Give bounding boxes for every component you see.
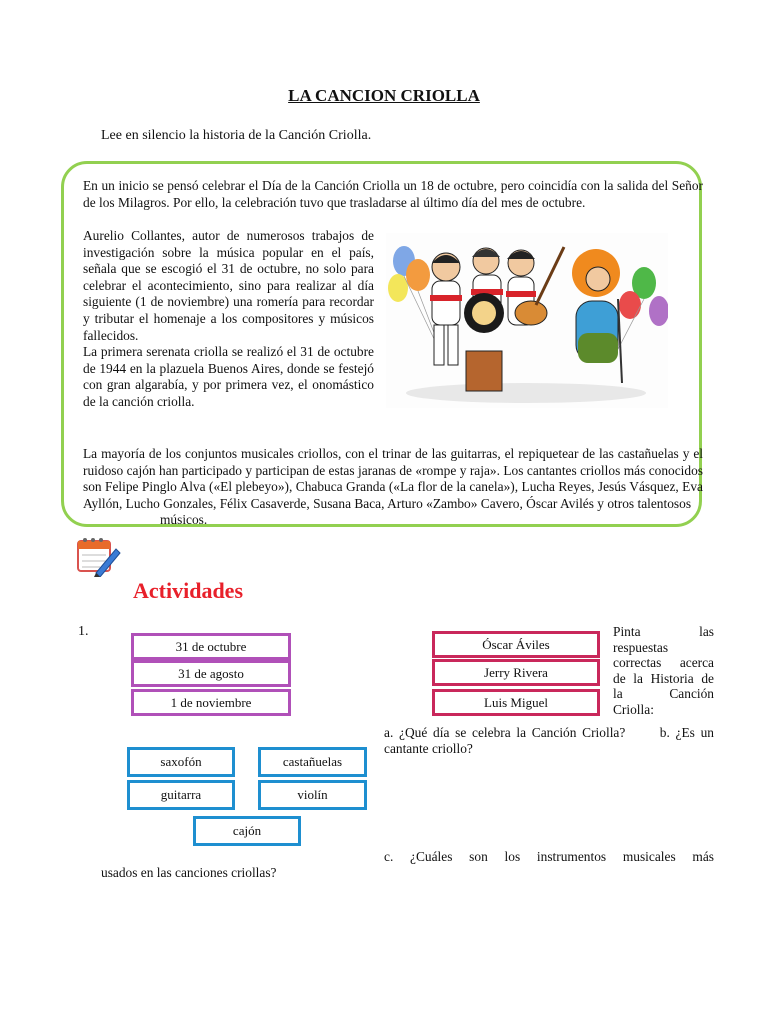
- date-option-31-octubre[interactable]: 31 de octubre: [131, 633, 291, 660]
- singer-option-jerry-rivera[interactable]: Jerry Rivera: [432, 659, 600, 686]
- activity-instruction: Pinta las respuestas correctas acerca de la Historia de la Canción Criolla:: [613, 624, 714, 717]
- calendar-pencil-icon: [76, 535, 122, 577]
- question-c-end: usados en las canciones criollas?: [101, 865, 277, 880]
- instrument-option-saxofon[interactable]: saxofón: [127, 747, 235, 777]
- instrument-option-cajon[interactable]: cajón: [193, 816, 301, 846]
- story-column-text: [83, 228, 374, 411]
- singer-option-luis-miguel[interactable]: Luis Miguel: [432, 689, 600, 716]
- story-paragraph-2: Aurelio Collantes, autor de numerosos trabajos de investigación sobre la música popular en el país, señala que se escogió el 31 de octubre, no solo para celebrar el acontecimiento, sino para realizar al día siguiente (1 de noviembre) una romería para recordar y tributar el homenaje a los compositores y músicos fallecidos.: [83, 228, 374, 343]
- singer-option-oscar-aviles[interactable]: Óscar Áviles: [432, 631, 600, 658]
- instrument-option-castanuelas[interactable]: castañuelas: [258, 747, 367, 777]
- story-paragraph-3: La primera serenata criolla se realizó el 31 de octubre de 1944 en la plazuela Buenos Aires, donde se festejó con gran algarabía, y por primera vez, el onomástico de la canción criolla.: [83, 344, 374, 409]
- story-paragraph-1: En un inicio se pensó celebrar el Día de la Canción Criolla un 18 de octubre, pero coincidía con la salida del Señor de los Milagros. Por ello, la celebración tuvo que trasladarse al último día del mes de octubre.: [83, 178, 703, 210]
- date-option-1-noviembre[interactable]: 1 de noviembre: [131, 689, 291, 716]
- instrument-option-guitarra[interactable]: guitarra: [127, 780, 235, 810]
- story-paragraph-4-end: músicos.: [160, 512, 208, 528]
- page-title: LA CANCION CRIOLLA: [288, 86, 480, 105]
- date-option-31-agosto[interactable]: 31 de agosto: [131, 660, 291, 687]
- activities-title: Actividades: [133, 578, 243, 603]
- instrument-option-violin[interactable]: violín: [258, 780, 367, 810]
- activity-number: 1.: [78, 624, 89, 639]
- question-c: c. ¿Cuáles son los instrumentos musicales más: [384, 849, 714, 864]
- story-paragraph-4: La mayoría de los conjuntos musicales criollos, con el trinar de las guitarras, el repiquetear de las castañuelas y el ruidoso cajón han participado y participan de estas jaranas de «rompe y raja». Los cantantes criollos más conocidos son Felipe Pinglo Alva («El plebeyo»), Chabuca Granda («La flor de la canela»), Lucha Reyes, Jesús Vásquez, Eva Ayllón, Lucho Gonzales, Félix Casaverde, Susana Baca, Arturo «Zambo» Cavero, Óscar Avilés y otros talentosos: [83, 446, 703, 511]
- story-paragraph-4-block: [83, 446, 703, 529]
- intro-instruction: Lee en silencio la historia de la Canción Criolla.: [101, 128, 372, 143]
- questions-a-b: [384, 725, 714, 757]
- question-b: b. ¿Es un cantante criollo?: [384, 725, 714, 756]
- criollo-musicians-illustration: [386, 233, 668, 408]
- question-a: a. ¿Qué día se celebra la Canción Criolla?: [384, 725, 626, 740]
